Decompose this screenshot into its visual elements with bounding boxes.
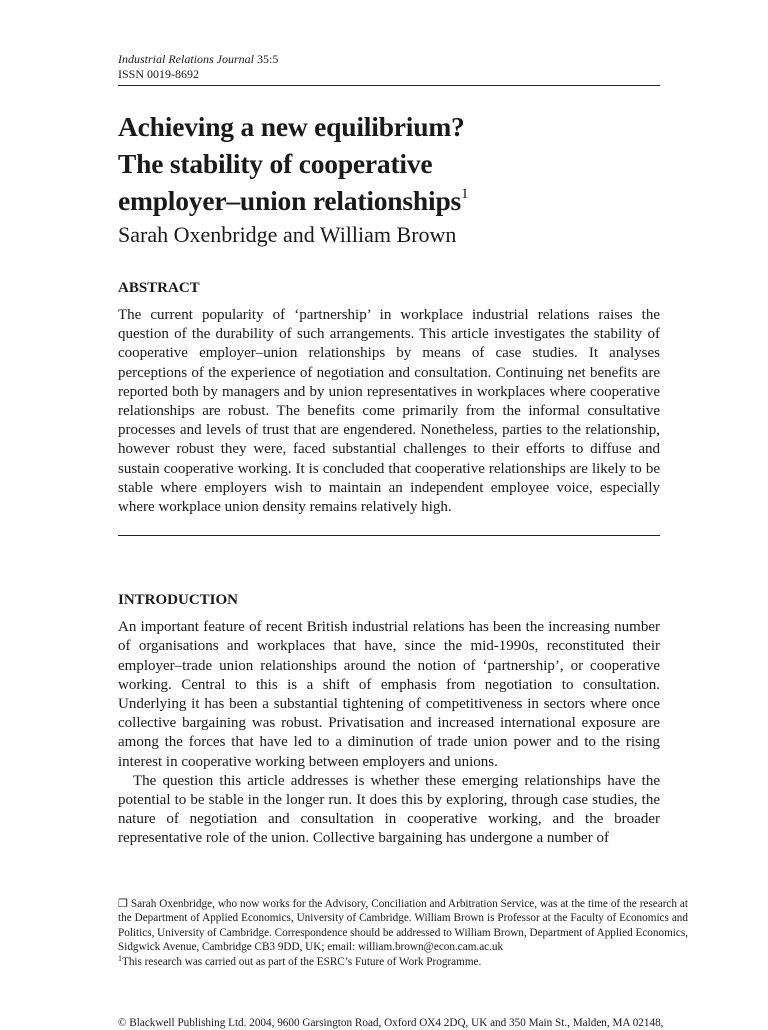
journal-header [118, 52, 660, 82]
footnotes [118, 897, 688, 969]
introduction-paragraph-1: An important feature of recent British industrial relations has been the increasing number of organisations and workplaces that have, since the mid-1990s, reconstituted their employer–trade union relationships around the notion of ‘partnership’, or cooperative working. Central to this is a shift of emphasis from negotiation to consultation. Underlying it has been a substantial tightening of competitiveness in sectors where once collective bargaining was robust. Privatisation and increased international exposure are among the forces that have led to a diminution of trade union power and to the rising interest in cooperative working between employers and unions. [118, 619, 660, 770]
journal-citation [118, 52, 660, 67]
journal-name: Industrial Relations Journal [118, 52, 254, 66]
abstract-divider [118, 535, 660, 536]
abstract-text: The current popularity of ‘partnership’ in workplace industrial relations raises the question of the durability of such arrangements. This article investigates the stability of cooperative employer–union relationships by means of case studies. It analyses perceptions of the experience of negotiation and consultation. Continuing net benefits are reported both by managers and by union representatives in workplaces where cooperative relationships are robust. The benefits come primarily from the informal consultative processes and levels of trust that are engendered. Nonetheless, parties to the relationship, however robust they were, faced substantial challenges to their efforts to diffuse and sustain cooperative working. It is concluded that cooperative relationships are likely to be stable where employers wish to maintain an independent employee voice, especially where workplace union density remains relatively high. [118, 307, 660, 516]
author-note-box-icon: ❒ [118, 898, 128, 910]
introduction-heading: INTRODUCTION [118, 592, 239, 609]
abstract-heading: ABSTRACT [118, 280, 200, 296]
copyright-line: © Blackwell Publishing Ltd. 2004, 9600 Garsington Road, Oxford OX4 2DQ, UK and 350 Main St., Malden, MA 02148, [118, 1017, 664, 1029]
introduction-paragraph-2: The question this article addresses is whether these emerging relationships have the potential to be stable in the longer run. It does this by exploring, through case studies, the nature of negotiation and consultation in cooperative working, and the broader representative role of the union. Collective bargaining has undergone a number of [118, 772, 660, 847]
title-footnote-marker[interactable]: 1 [461, 186, 469, 202]
footnote-1-text: This research was carried out as part of the ESRC’s Future of Work Programme. [122, 955, 482, 968]
journal-issn: ISSN 0019-8692 [118, 67, 200, 81]
title-line-1: Achieving a new equilibrium? [118, 111, 465, 142]
article-title [118, 108, 660, 219]
article-page [118, 52, 660, 849]
footnote-1-marker: 1 [118, 953, 122, 963]
footnote-1 [118, 955, 688, 969]
author-note-text: Sarah Oxenbridge, who now works for the Advisory, Conciliation and Arbitration Service, was at the time of the research at the Department of Applied Economics, University of Cambridge. William Brown is Professor at the Faculty of Economics and Politics, University of Cambridge. Correspondence should be addressed to William Brown, Department of Applied Economics, Sidgwick Avenue, Cambridge CB3 9DD, UK; email: william.brown@econ.cam.ac.uk [118, 898, 689, 954]
header-divider [118, 85, 660, 86]
title-line-3: employer–union relationships [118, 185, 462, 216]
article-authors: Sarah Oxenbridge and William Brown [118, 222, 457, 247]
journal-volume: 35:5 [257, 52, 279, 66]
author-footnote [118, 897, 688, 955]
title-line-2: The stability of cooperative [118, 148, 433, 179]
